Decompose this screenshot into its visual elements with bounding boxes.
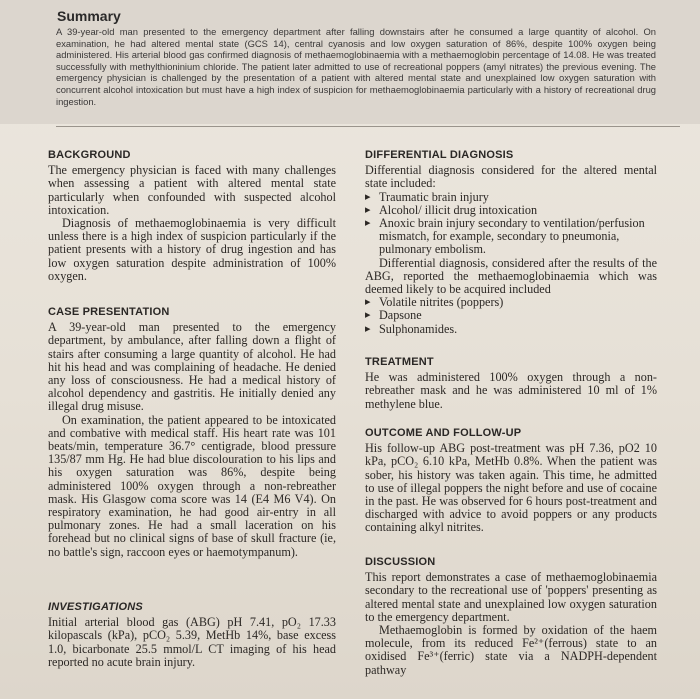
case-paragraph-2: On examination, the patient appeared to be intoxicated and combative with medical staff. His heart rate was 101 beats/min, temperature 36.7° centigrade, blood pressure 135/87 mm Hg. He had blue discolouration to his lips and his oxygen saturation was 86%, despite being administered 100% oxygen through a non-rebreather mask. His Glasgow coma score was 14 (E4 M6 V4). On respiratory examination, he had good air-entry in all pulmonary zones. He had a small laceration on his forehead but no clinical signs of base of skull fracture (ie, no battle's sign, raccoon eyes or haemotympanum). xyxy=(48,412,336,559)
outcome-section xyxy=(365,427,657,535)
background-heading: BACKGROUND xyxy=(48,149,131,161)
discussion-paragraph-1: This report demonstrates a case of methaemoglobinaemia secondary to the recreational use of 'poppers' presenting as altered mental state and unexplained low oxygen saturation to the emergency department. xyxy=(365,570,657,624)
discussion-section xyxy=(365,556,657,677)
differential-paragraph-2: Differential diagnosis, considered after the results of the ABG, reported the methaemoglobinaemia which was deemed likely to be acquired included xyxy=(365,255,657,297)
summary-text: A 39-year-old man presented to the emergency department after falling downstairs after he consumed a large quantity of alcohol. On examination, he had altered mental state (GCS 14), central cyanosis and low oxygen saturation of 86%, despite 100% oxygen being administered. His arterial blood gas confirmed diagnosis of methaemoglobinaemia with a methaemoglobin percentage of 14.08. He was treated successfully with methylthioninium chloride. The patient later admitted to use of recreational poppers (amyl nitrates) the previous evening. The emergency physician is challenged by the presentation of a patient with altered mental state and unexplained low oxygen saturation with concurrent alcohol intoxication but must have a high index of suspicion for methaemoglobinaemia particularly with a history of recreational drug ingestion. xyxy=(56,26,656,107)
list-item: ▸ Volatile nitrites (poppers) xyxy=(365,296,657,309)
differential-section xyxy=(365,149,657,336)
differential-intro: Differential diagnosis considered for the altered mental state included: xyxy=(365,163,657,191)
treatment-heading: TREATMENT xyxy=(365,356,434,368)
list-item: ▸ Sulphonamides. xyxy=(365,323,657,336)
discussion-paragraph-2: Methaemoglobin is formed by oxidation of the haem molecule, from its reduced Fe²⁺(ferrous) state to an oxidised Fe³⁺(ferric) state via a NADPH-dependent pathway xyxy=(365,623,657,677)
summary-title: Summary xyxy=(57,8,121,24)
investigations-heading: INVESTIGATIONS xyxy=(48,601,143,613)
outcome-paragraph: His follow-up ABG post-treatment was pH 7.36, pO2 10 kPa, pCO₂ 6.10 kPa, MetHb 0.8%. When the patient was sober, his history was taken again. This time, he admitted to use of illegal poppers the night before and use of cocaine in the past. He was observed for 6 hours post-treatment and discharged with advice to avoid poppers or any products containing alkyl nitrites. xyxy=(365,441,657,535)
investigations-section xyxy=(48,601,336,669)
case-heading: CASE PRESENTATION xyxy=(48,306,170,318)
list-item: ▸ Traumatic brain injury xyxy=(365,191,657,204)
differential-heading: DIFFERENTIAL DIAGNOSIS xyxy=(365,149,514,161)
summary-box xyxy=(0,0,700,124)
list-item: ▸ Dapsone xyxy=(365,309,657,322)
list-item: ▸ Alcohol/ illicit drug intoxication xyxy=(365,204,657,217)
background-section xyxy=(48,149,336,283)
treatment-paragraph: He was administered 100% oxygen through a non-rebreather mask and he was administered 10 ml of 1% methylene blue. xyxy=(365,370,657,411)
investigations-paragraph: Initial arterial blood gas (ABG) pH 7.41, pO₂ 17.33 kilopascals (kPa), pCO₂ 5.39, MetHb 14%, base excess 1.0, bicarbonate 25.5 mmol/L CT imaging of his head reported no acute brain injury. xyxy=(48,615,336,669)
section-divider xyxy=(56,126,680,127)
case-paragraph-1: A 39-year-old man presented to the emergency department, by ambulance, after falling down a flight of stairs after consuming a large quantity of alcohol. He had hit his head and was complaining of headache. He denied any loss of consciousness. He had a medical history of alcohol dependency and gastritis. He initially denied any illegal drug misuse. xyxy=(48,320,336,414)
background-paragraph-1: The emergency physician is faced with many challenges when assessing a patient with altered mental state particularly when confounded with suspected alcohol intoxication. xyxy=(48,163,336,217)
acquired-causes-list xyxy=(365,296,657,336)
treatment-section xyxy=(365,356,657,411)
background-paragraph-2: Diagnosis of methaemoglobinaemia is very difficult unless there is a high index of suspicion particularly if the patient presents with a history of drug ingestion and has low oxygen saturation despite administration of 100% oxygen. xyxy=(48,216,336,283)
discussion-heading: DISCUSSION xyxy=(365,556,436,568)
case-section xyxy=(48,306,336,559)
differential-list xyxy=(365,191,657,257)
outcome-heading: OUTCOME AND FOLLOW-UP xyxy=(365,427,522,439)
list-item: ▸ Anoxic brain injury secondary to ventilation/perfusion mismatch, for example, secondary to pneumonia, pulmonary embolism. xyxy=(365,217,657,257)
